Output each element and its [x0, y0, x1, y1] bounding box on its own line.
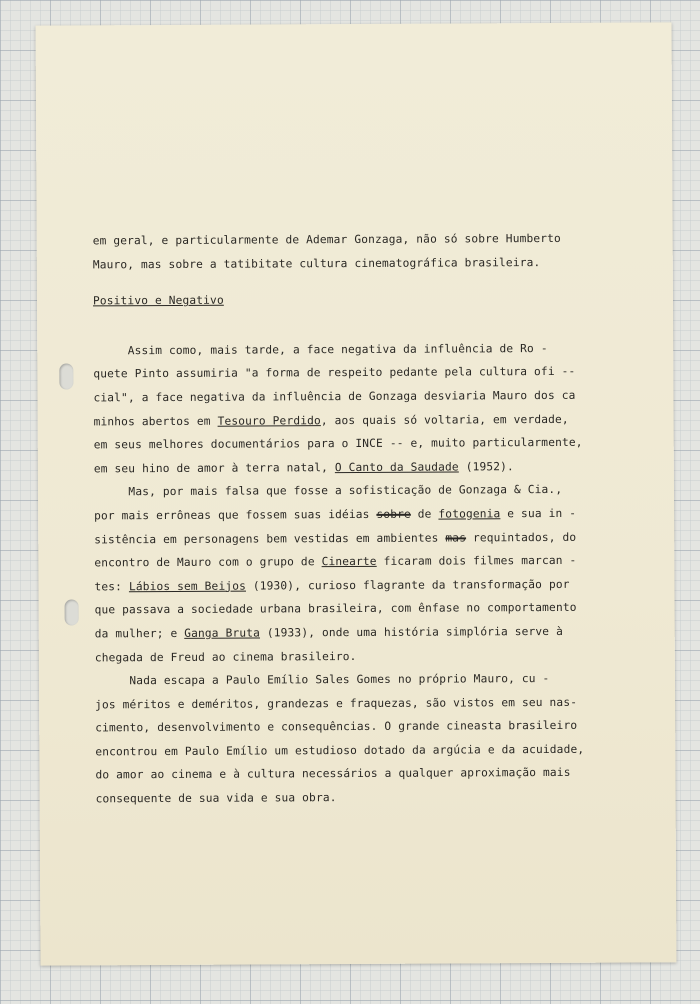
- text-line: em seus melhores documentários para o INCE -- e, muito particularmente,: [93, 435, 583, 452]
- film-title: Ganga Bruta: [184, 626, 261, 640]
- text-line: jos méritos e deméritos, grandezas e fraquezas, são vistos em seu nas-: [95, 695, 578, 712]
- text-line: quete Pinto assumiria "a forma de respeito pedante pela cultura ofi --: [93, 365, 576, 381]
- text-line: Nada escapa a Paulo Emílio Sales Gomes no próprio Mauro, cu -: [94, 672, 550, 688]
- section-heading: Positivo e Negativo: [92, 293, 224, 308]
- intro-line: Mauro, mas sobre a tatibitate cultura cinematográfica brasileira.: [92, 255, 541, 271]
- film-title: Tesouro Perdido: [217, 413, 321, 428]
- film-title: Lábios sem Beijos: [128, 579, 247, 593]
- document-body: [93, 227, 636, 811]
- text-line: Assim como, mais tarde, a face negativa da influência de Ro -: [93, 341, 548, 358]
- punch-hole: [65, 599, 79, 625]
- text-line: do amor ao cinema e à cultura necessários a qualquer aproximação mais: [95, 766, 571, 782]
- text-line: da mulher; e Ganga Bruta (1933), onde uma história simplória serve à: [94, 624, 563, 641]
- text-line: encontro de Mauro com o grupo de Cinearte ficaram dois filmes marcan -: [94, 553, 577, 570]
- struck-word: mas: [445, 530, 467, 545]
- text-line: cimento, desenvolvimento e consequências. O grande cineasta brasileiro: [95, 719, 578, 735]
- text-line: sistência em personagens bem vestidas em ambientes mas requintados, do: [94, 530, 577, 546]
- paragraph-3: [95, 667, 636, 811]
- text-line: tes: Lábios sem Beijos (1930), curioso flagrante da transformação por: [94, 577, 570, 594]
- text-line: por mais errôneas que fossem suas idéias sobre de fotogenia e sua in -: [94, 506, 577, 523]
- underlined-word: fotogenia: [438, 507, 501, 521]
- text-line: minhos abertos em Tesouro Perdido, aos quais só voltaria, em verdade,: [93, 412, 569, 428]
- underlined-word: Cinearte: [321, 555, 377, 569]
- text-line: em seu hino de amor à terra natal, O Canto da Saudade (1952).: [93, 459, 514, 476]
- paragraph-2: [94, 478, 635, 670]
- struck-word: sobre: [376, 507, 411, 521]
- text-line: consequente de sua vida e sua obra.: [95, 791, 337, 806]
- text-line: que passava a sociedade urbana brasileira, com ênfase no comportamento: [94, 601, 577, 617]
- text-line: cial", a face negativa da influência de Gonzaga desviaria Mauro dos ca: [93, 388, 576, 405]
- text-line: chegada de Freud ao cinema brasileiro.: [94, 649, 357, 664]
- intro-line: em geral, e particularmente de Ademar Gonzaga, não só sobre Humberto: [92, 231, 561, 248]
- text-line: encontrou em Paulo Emílio um estudioso dotado da argúcia e da acuidade,: [95, 742, 585, 759]
- film-title: O Canto da Saudade: [334, 460, 459, 474]
- paragraph-1: [93, 336, 634, 480]
- typewritten-page: [36, 22, 677, 965]
- punch-hole: [59, 363, 73, 389]
- text-line: Mas, por mais falsa que fosse a sofisticação de Gonzaga & Cia.,: [93, 483, 563, 499]
